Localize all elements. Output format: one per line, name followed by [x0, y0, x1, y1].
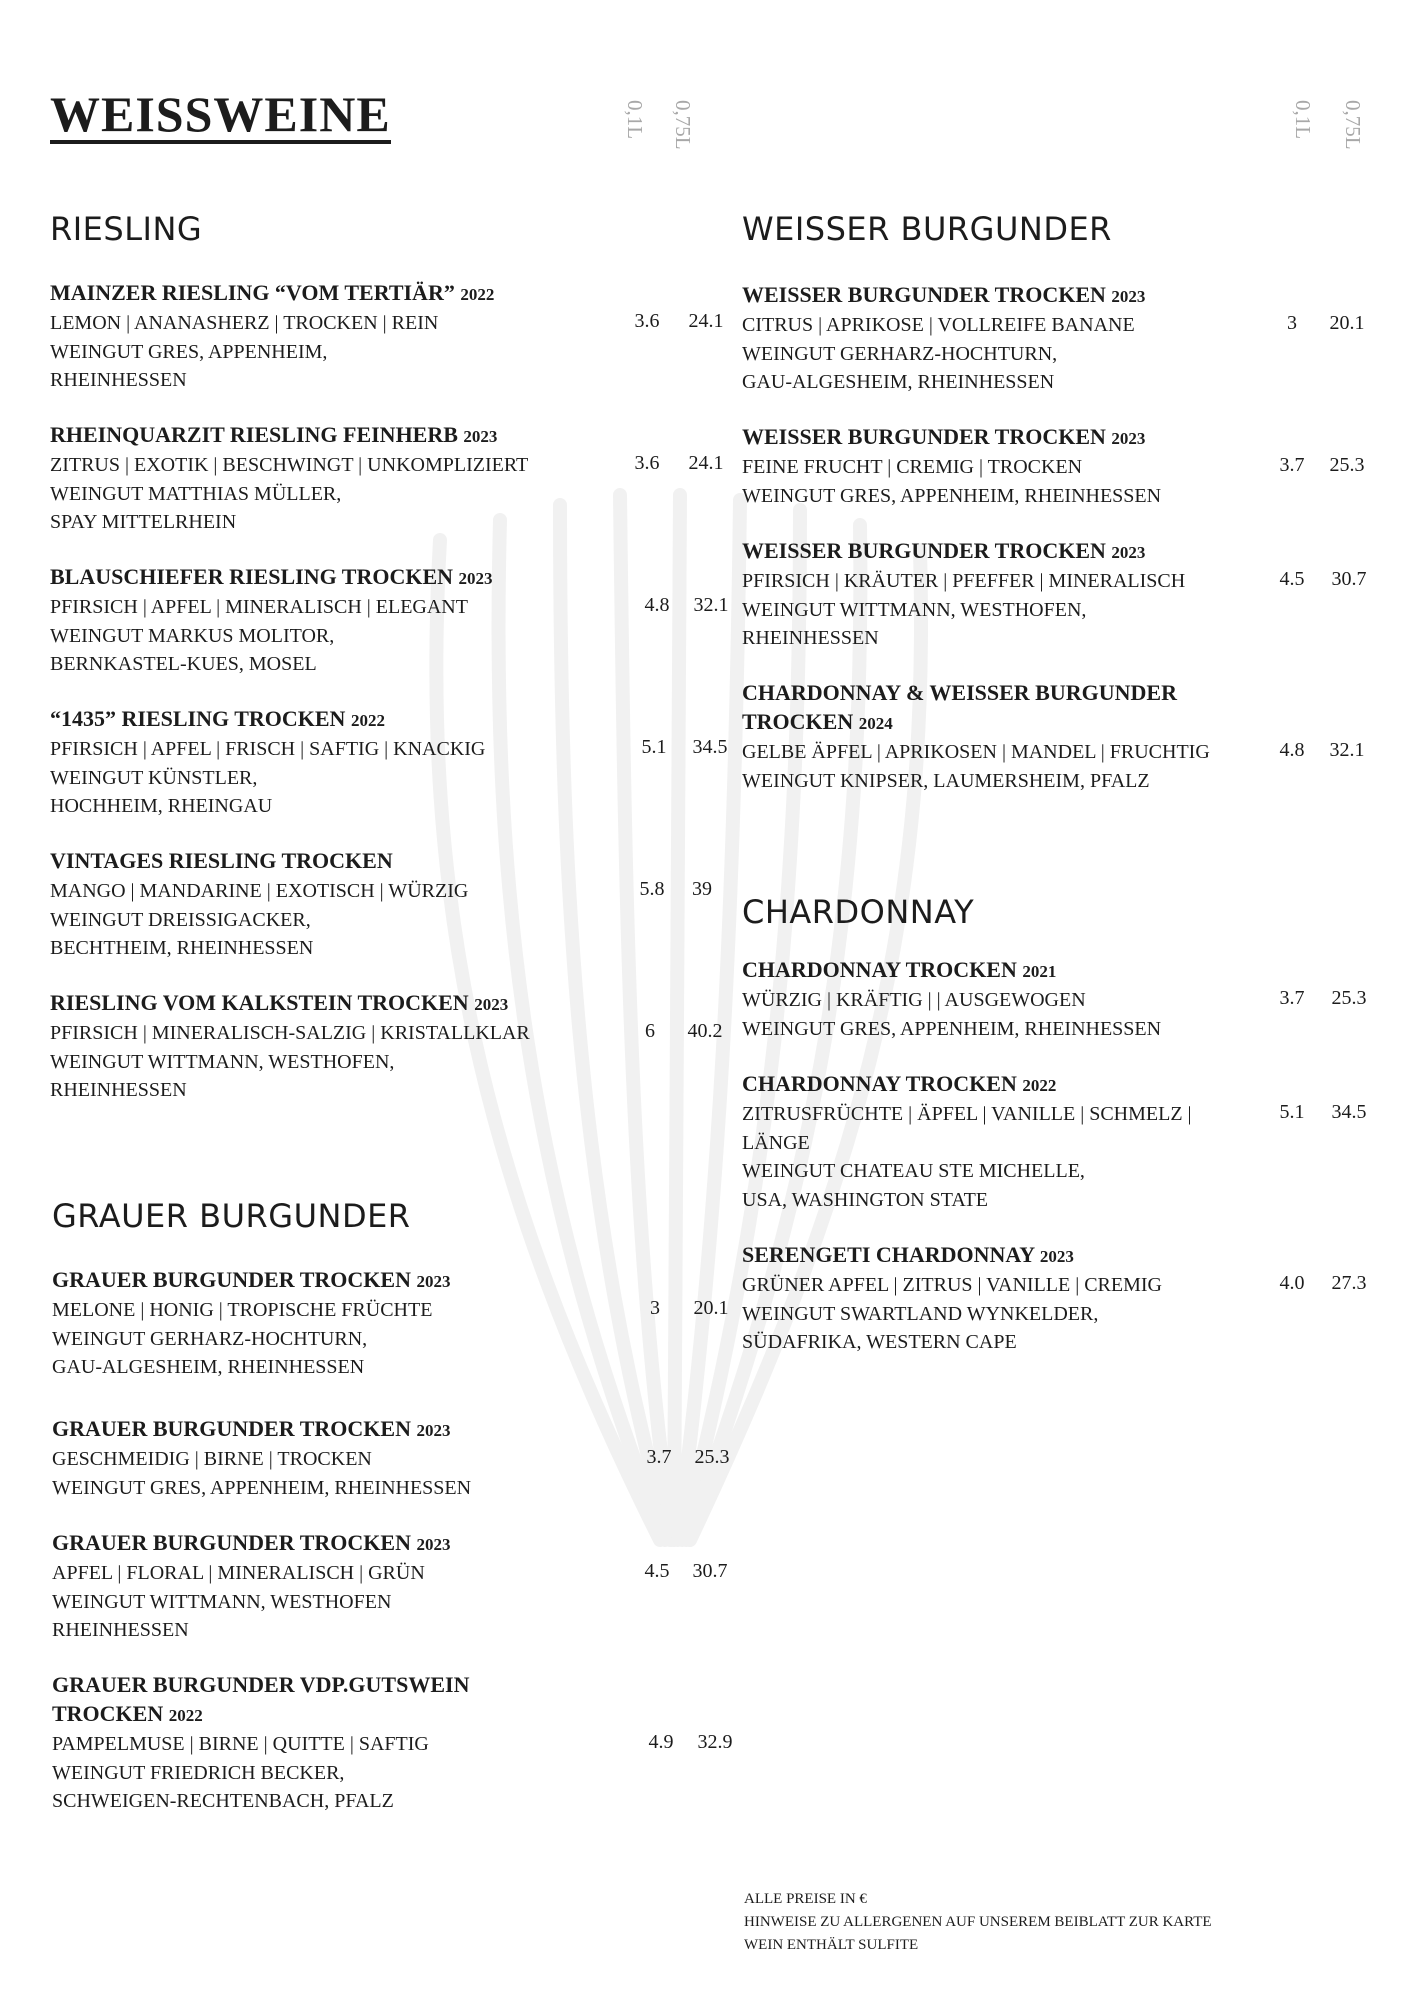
wine-name: SERENGETI CHARDONNAY 2023	[742, 1242, 1074, 1267]
wine-producer: WEINGUT GRES, APPENHEIM, RHEINHESSEN	[52, 1476, 472, 1499]
price-small: 4.5	[1279, 568, 1305, 590]
wine-notes: LEMON | ANANASHERZ | TROCKEN | REIN	[50, 312, 439, 334]
wine-region: SPAY MITTELRHEIN	[50, 511, 237, 533]
wine-producer: WEINGUT GRES, APPENHEIM, RHEINHESSEN	[742, 1017, 1162, 1040]
price-small: 4.9	[648, 1731, 674, 1753]
column-header-large-right: 0,75L	[1341, 100, 1365, 150]
wine-name: GRAUER BURGUNDER VDP.GUTSWEIN TROCKEN 2022	[52, 1672, 470, 1726]
price-large: 25.3	[694, 1446, 730, 1468]
wine-region: GAU-ALGESHEIM, RHEINHESSEN	[52, 1356, 365, 1378]
price-small: 4.5	[644, 1560, 670, 1582]
price-large: 30.7	[1331, 568, 1367, 590]
wine-region: SCHWEIGEN-RECHTENBACH, PFALZ	[52, 1790, 394, 1812]
price-small: 3.6	[634, 452, 660, 474]
price-large: 32.9	[697, 1731, 733, 1753]
wine-notes: ZITRUSFRÜCHTE | ÄPFEL | VANILLE | SCHMELZ | LÄNGE	[742, 1103, 1192, 1154]
wine-region: BECHTHEIM, RHEINHESSEN	[50, 937, 314, 959]
wine-producer: WEINGUT GRES, APPENHEIM, RHEINHESSEN	[742, 484, 1162, 507]
wine-region: SÜDAFRIKA, WESTERN CAPE	[742, 1331, 1017, 1353]
wine-name: MAINZER RIESLING “VOM TERTIÄR” 2022	[50, 280, 495, 305]
price-large: 34.5	[1331, 1101, 1367, 1123]
wine-entry	[50, 704, 750, 821]
wine-notes: GRÜNER APFEL | ZITRUS | VANILLE | CREMIG	[742, 1274, 1162, 1296]
wine-name: RHEINQUARZIT RIESLING FEINHERB 2023	[50, 422, 498, 447]
wine-name: GRAUER BURGUNDER TROCKEN 2023	[52, 1530, 451, 1555]
wine-region: GAU-ALGESHEIM, RHEINHESSEN	[742, 371, 1055, 393]
column-header-large: 0,75L	[671, 100, 695, 150]
wine-name: RIESLING VOM KALKSTEIN TROCKEN 2023	[50, 990, 509, 1015]
wine-name: VINTAGES RIESLING TROCKEN	[50, 848, 393, 873]
price-small: 3.7	[1279, 987, 1305, 1009]
wine-entry	[742, 536, 1382, 653]
price-large: 20.1	[1329, 312, 1365, 334]
price-large: 40.2	[687, 1020, 723, 1042]
price-small: 4.0	[1279, 1272, 1305, 1294]
wine-entry	[742, 1069, 1382, 1214]
wine-notes: GESCHMEIDIG | BIRNE | TROCKEN	[52, 1448, 372, 1470]
price-large: 30.7	[692, 1560, 728, 1582]
page-title: WEISSWEINE	[50, 86, 391, 142]
wine-notes: PFIRSICH | APFEL | FRISCH | SAFTIG | KNACKIG	[50, 738, 486, 760]
wine-producer: WEINGUT GERHARZ-HOCHTURN,	[52, 1327, 368, 1350]
wine-region: HOCHHEIM, RHEINGAU	[50, 795, 273, 817]
wine-notes: MANGO | MANDARINE | EXOTISCH | WÜRZIG	[50, 880, 469, 902]
price-large: 39	[692, 878, 712, 900]
wine-producer: WEINGUT MARKUS MOLITOR,	[50, 624, 335, 647]
wine-producer: WEINGUT KNIPSER, LAUMERSHEIM, PFALZ	[742, 769, 1150, 792]
price-small: 5.1	[641, 736, 667, 758]
wine-notes: CITRUS | APRIKOSE | VOLLREIFE BANANE	[742, 314, 1135, 336]
section-title-chardonnay: CHARDONNAY	[742, 893, 975, 931]
price-large: 25.3	[1331, 987, 1367, 1009]
wine-entry	[50, 278, 750, 395]
price-small: 3.7	[646, 1446, 672, 1468]
wine-producer: WEINGUT CHATEAU STE MICHELLE,	[742, 1160, 1085, 1182]
wine-notes: ZITRUS | EXOTIK | BESCHWINGT | UNKOMPLIZIERT	[50, 454, 529, 476]
wine-entry	[742, 678, 1382, 795]
wine-notes: PFIRSICH | KRÄUTER | PFEFFER | MINERALISCH	[742, 570, 1186, 592]
wine-region: RHEINHESSEN	[50, 1079, 187, 1101]
column-header-small-right: 0,1L	[1291, 100, 1315, 140]
wine-region: USA, WASHINGTON STATE	[742, 1188, 989, 1211]
price-large: 32.1	[693, 594, 729, 616]
wine-entry	[742, 422, 1382, 510]
wine-name: “1435” RIESLING TROCKEN 2022	[50, 706, 385, 731]
wine-entry	[50, 562, 750, 679]
price-small: 3.6	[634, 310, 660, 332]
wine-entry	[52, 1670, 752, 1816]
wine-name: WEISSER BURGUNDER TROCKEN 2023	[742, 424, 1146, 449]
wine-name: BLAUSCHIEFER RIESLING TROCKEN 2023	[50, 564, 493, 589]
wine-producer: WEINGUT GERHARZ-HOCHTURN,	[742, 342, 1058, 365]
price-small: 3.7	[1279, 454, 1305, 476]
wine-name: CHARDONNAY TROCKEN 2021	[742, 957, 1057, 982]
wine-entry	[50, 846, 750, 963]
price-small: 3	[650, 1297, 660, 1319]
footer-allergens: HINWEISE ZU ALLERGENEN AUF UNSEREM BEIBLATT ZUR KARTE	[744, 1914, 1212, 1930]
wine-producer: WEINGUT MATTHIAS MÜLLER,	[50, 482, 342, 505]
section-title-grauer-burgunder: GRAUER BURGUNDER	[52, 1197, 411, 1235]
wine-producer: WEINGUT DREISSIGACKER,	[50, 908, 311, 931]
section-title-riesling: RIESLING	[50, 210, 203, 248]
wine-name: CHARDONNAY & WEISSER BURGUNDER TROCKEN 2024	[742, 680, 1177, 734]
wine-producer: WEINGUT WITTMANN, WESTHOFEN,	[50, 1050, 395, 1073]
wine-region: RHEINHESSEN	[52, 1619, 189, 1641]
wine-notes: PAMPELMUSE | BIRNE | QUITTE | SAFTIG	[52, 1733, 429, 1755]
wine-producer: WEINGUT WITTMANN, WESTHOFEN	[52, 1590, 392, 1613]
column-header-small: 0,1L	[623, 100, 647, 140]
wine-entry	[52, 1414, 752, 1502]
wine-notes: MELONE | HONIG | TROPISCHE FRÜCHTE	[52, 1299, 433, 1321]
price-large: 20.1	[693, 1297, 729, 1319]
wine-region: BERNKASTEL-KUES, MOSEL	[50, 653, 317, 675]
wine-notes: WÜRZIG | KRÄFTIG | | AUSGEWOGEN	[742, 989, 1086, 1011]
wine-entry	[50, 988, 750, 1105]
price-large: 32.1	[1329, 739, 1365, 761]
wine-region: RHEINHESSEN	[742, 627, 879, 649]
price-small: 6	[645, 1020, 655, 1042]
price-large: 24.1	[688, 310, 724, 332]
wine-region: RHEINHESSEN	[50, 369, 187, 391]
price-large: 27.3	[1331, 1272, 1367, 1294]
price-small: 4.8	[1279, 739, 1305, 761]
wine-producer: WEINGUT WITTMANN, WESTHOFEN,	[742, 598, 1087, 621]
wine-name: WEISSER BURGUNDER TROCKEN 2023	[742, 538, 1146, 563]
price-small: 4.8	[644, 594, 670, 616]
wine-entry	[52, 1528, 752, 1645]
wine-producer: WEINGUT FRIEDRICH BECKER,	[52, 1761, 345, 1784]
price-large: 34.5	[692, 736, 728, 758]
footer-prices: ALLE PREISE IN €	[744, 1891, 867, 1907]
wine-notes: FEINE FRUCHT | CREMIG | TROCKEN	[742, 456, 1083, 478]
wine-producer: WEINGUT SWARTLAND WYNKELDER,	[742, 1302, 1099, 1325]
wine-entry	[742, 1240, 1382, 1357]
wine-name: WEISSER BURGUNDER TROCKEN 2023	[742, 282, 1146, 307]
price-small: 3	[1287, 312, 1297, 334]
wine-producer: WEINGUT KÜNSTLER,	[50, 766, 258, 789]
wine-notes: PFIRSICH | APFEL | MINERALISCH | ELEGANT	[50, 596, 468, 618]
price-large: 25.3	[1329, 454, 1365, 476]
price-large: 24.1	[688, 452, 724, 474]
wine-producer: WEINGUT GRES, APPENHEIM,	[50, 340, 328, 363]
section-title-weisser-burgunder: WEISSER BURGUNDER	[742, 210, 1112, 248]
footer-sulfites: WEIN ENTHÄLT SULFITE	[744, 1937, 919, 1953]
wine-name: GRAUER BURGUNDER TROCKEN 2023	[52, 1416, 451, 1441]
price-small: 5.1	[1279, 1101, 1305, 1123]
wine-notes: GELBE ÄPFEL | APRIKOSEN | MANDEL | FRUCHTIG	[742, 741, 1210, 763]
price-small: 5.8	[639, 878, 665, 900]
wine-entry	[52, 1265, 752, 1382]
wine-entry	[742, 280, 1382, 397]
footer-notes	[744, 1888, 1212, 1957]
wine-notes: APFEL | FLORAL | MINERALISCH | GRÜN	[52, 1562, 425, 1584]
wine-entry	[742, 955, 1382, 1043]
wine-name: CHARDONNAY TROCKEN 2022	[742, 1071, 1057, 1096]
wine-entry	[50, 420, 750, 537]
wine-name: GRAUER BURGUNDER TROCKEN 2023	[52, 1267, 451, 1292]
wine-notes: PFIRSICH | MINERALISCH-SALZIG | KRISTALLKLAR	[50, 1022, 530, 1044]
